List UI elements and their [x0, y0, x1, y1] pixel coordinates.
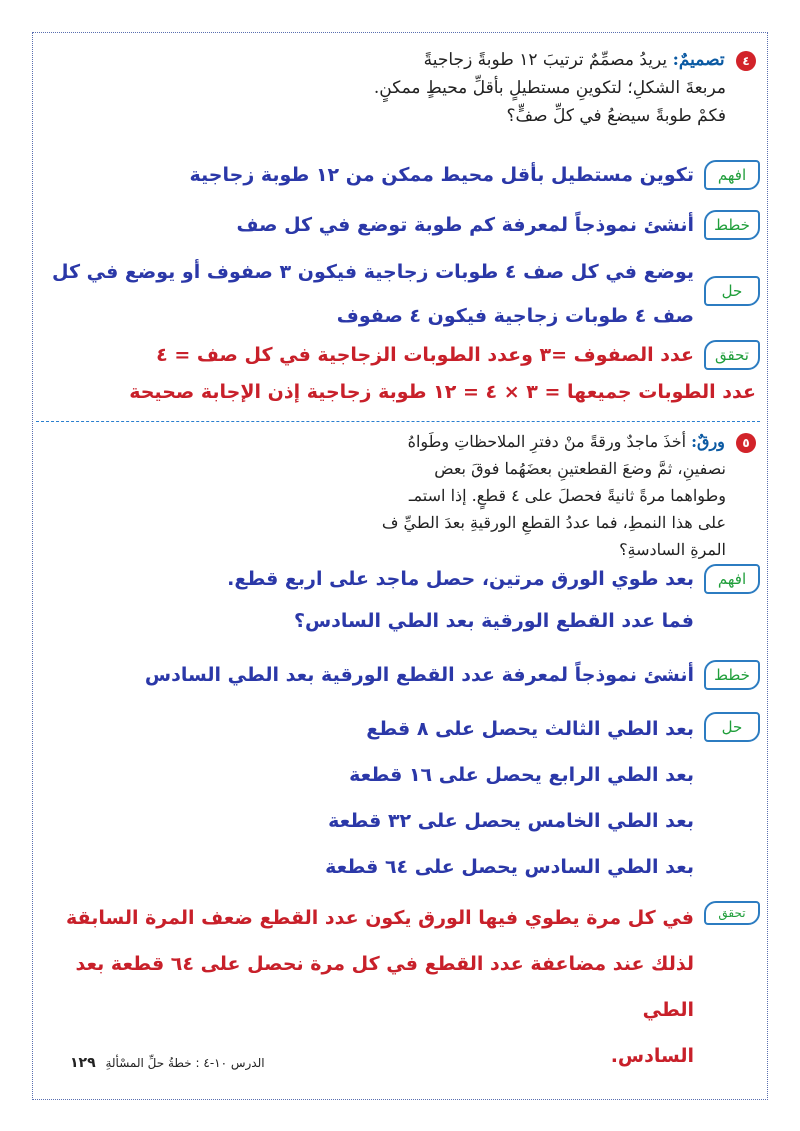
- problem1-statement: [40, 46, 756, 130]
- problem1-number-badge: ٤: [736, 51, 756, 71]
- problem2-statement: [160, 428, 756, 563]
- solve-label: حل: [704, 712, 760, 742]
- check-label: تحقق: [704, 901, 760, 925]
- problem2-understand-line2: فما عدد القطع الورقية بعد الطي السادس؟: [293, 610, 694, 632]
- problem1-title: تصميمٌ:: [672, 50, 725, 70]
- problem1-check-line2: عدد الطوبات جميعها = ٣ × ٤ = ١٢ طوبة زجاجية إذن الإجابة صحيحة: [129, 381, 756, 403]
- problem1-solve-line1: يوضع في كل صف ٤ طوبات زجاجية فيكون ٣ صفوف أو يوضع في كل: [52, 261, 694, 283]
- section-divider: [36, 421, 760, 422]
- problem2-number-badge: ٥: [736, 433, 756, 453]
- plan-label: خطط: [704, 210, 760, 240]
- problem1-plan-row: [40, 210, 760, 240]
- problem2-understand-row: [40, 558, 760, 642]
- problem1-check-line1: عدد الصفوف =٣ وعدد الطوبات الزجاجية في كل صف = ٤: [156, 344, 694, 366]
- problem2-plan-row: [40, 660, 760, 690]
- problem1-plan-text: أنشئ نموذجاً لمعرفة كم طوبة توضع في كل صف: [236, 214, 694, 236]
- problem1-solve-line2: صف ٤ طوبات زجاجية فيكون ٤ صفوف: [336, 305, 694, 327]
- problem1-understand-row: [40, 160, 760, 190]
- understand-label: افهم: [704, 564, 760, 594]
- problem1-understand-text: تكوين مستطيل بأقل محيط ممكن من ١٢ طوبة زجاجية: [189, 164, 694, 186]
- understand-label: افهم: [704, 160, 760, 190]
- problem1-check-row: [40, 340, 760, 370]
- page-footer: [70, 1055, 265, 1071]
- check-label: تحقق: [704, 340, 760, 370]
- problem2-plan-text: أنشئ نموذجاً لمعرفة عدد القطع الورقية بعد الطي السادس: [144, 664, 694, 686]
- problem2-check-line1: في كل مرة يطوي فيها الورق يكون عدد القطع ضعف المرة السابقة: [66, 907, 694, 929]
- problem1-solve-row: [40, 250, 760, 338]
- problem2-text-line2: نصفينِ، ثمَّ وضعَ القطعتينِ بعضَهُما فوقَ بعض: [434, 459, 726, 478]
- problem1-text-line3: فكمْ طوبةً سيضعُ في كلِّ صفٍّ؟: [506, 106, 726, 126]
- problem2-solve-line2: بعد الطي الرابع يحصل على ١٦ قطعة: [349, 764, 694, 786]
- problem2-check-line3: السادس.: [610, 1045, 694, 1067]
- problem1-text-line2: مربعةَ الشكلِ؛ لتكوينِ مستطيلٍ بأقلِّ محيطٍ ممكنٍ.: [373, 78, 726, 98]
- problem2-text-line4: على هذا النمطِ، فما عددُ القطعِ الورقيةِ بعدَ الطيِّ ف: [381, 513, 726, 532]
- problem2-check-row: [40, 895, 760, 1079]
- problem2-solve-line1: بعد الطي الثالث يحصل على ٨ قطع: [366, 718, 694, 740]
- problem2-solve-line4: بعد الطي السادس يحصل على ٦٤ قطعة: [325, 856, 694, 878]
- footer-lesson: الدرس ١٠-٤ : خطةُ حلِّ المسْألةِ: [105, 1056, 265, 1070]
- solve-label: حل: [704, 276, 760, 306]
- problem2-title: ورقٌ:: [691, 432, 725, 451]
- problem2-text-line1: أخذَ ماجدٌ ورقةً منْ دفترِ الملاحظاتِ وطَواهُ: [407, 432, 687, 451]
- problem1-text-line1: يريدُ مصمِّمٌ ترتيبَ ١٢ طوبةً زجاجيةً: [423, 50, 668, 70]
- problem2-text-line5: المرةِ السادسةِ؟: [619, 540, 726, 559]
- problem2-check-line2: لذلك عند مضاعفة عدد القطع في كل مرة نحصل على ٦٤ قطعة بعد الطي: [75, 953, 694, 1021]
- plan-label: خطط: [704, 660, 760, 690]
- problem2-solve-line3: بعد الطي الخامس يحصل على ٣٢ قطعة: [328, 810, 694, 832]
- problem2-solve-row: [40, 706, 760, 890]
- problem2-understand-line1: بعد طوي الورق مرتين، حصل ماجد على اربع قطع.: [227, 568, 694, 590]
- page-number: ١٢٩: [70, 1055, 96, 1071]
- problem2-text-line3: وطواهما مرةً ثانيةً فحصلَ على ٤ قطعٍ. إذا استمـ: [408, 486, 726, 505]
